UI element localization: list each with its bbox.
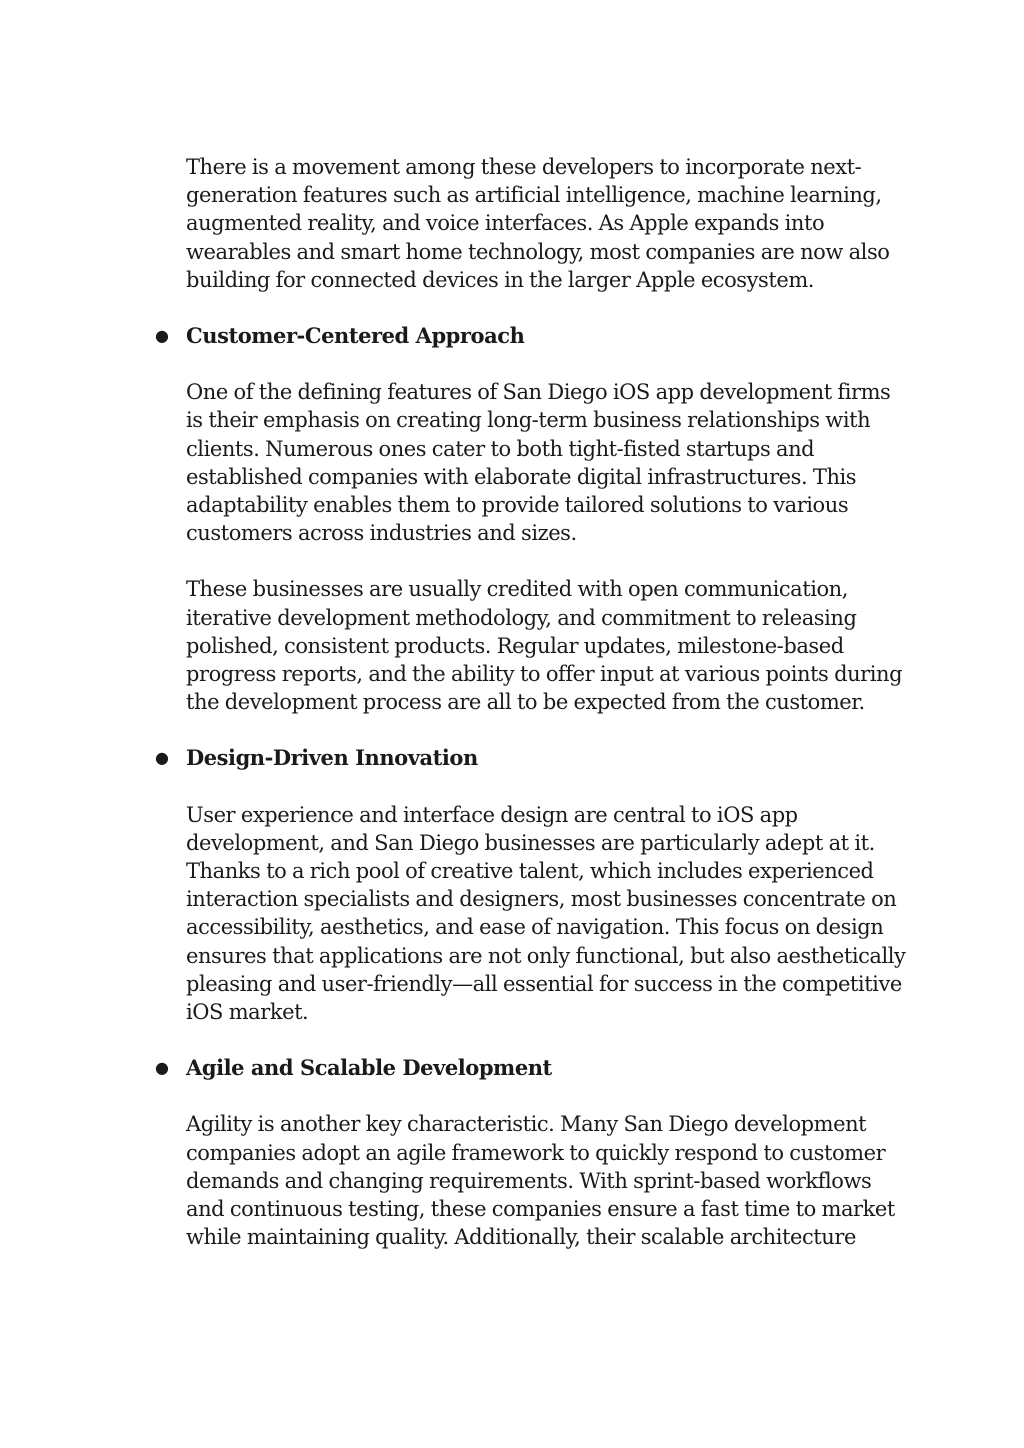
section-heading xyxy=(155,744,906,772)
section-heading-text: Agile and Scalable Development xyxy=(186,1055,552,1081)
section-paragraph: One of the defining features of San Diego iOS app development firms is their emphasis on creating long-term business relationships with clients. Numerous ones cater to both tight-fisted startups and established companies with elaborate digital infrastructures. This adaptability enables them to provide tailored solutions to various customers across industries and sizes. xyxy=(186,380,891,546)
section-heading-text: Design-Driven Innovation xyxy=(186,745,478,771)
section-design-driven-innovation xyxy=(155,744,906,1054)
section-customer-centered-approach xyxy=(155,322,906,744)
section-heading xyxy=(155,322,906,350)
section-agile-and-scalable-development xyxy=(155,1054,906,1251)
intro-paragraph: There is a movement among these developers to incorporate next-generation features such as artificial intelligence, machine learning, augmented reality, and voice interfaces. As Apple expands into wearables and smart home technology, most companies are now also building for connected devices in the larger Apple ecosystem. xyxy=(186,155,890,292)
spacer xyxy=(186,1082,906,1110)
spacer xyxy=(186,1026,906,1054)
section-heading-text: Customer-Centered Approach xyxy=(186,323,525,349)
document-body xyxy=(155,153,906,1252)
bullet-icon: ● xyxy=(155,326,169,346)
spacer xyxy=(186,773,906,801)
spacer xyxy=(186,716,906,744)
bullet-icon: ● xyxy=(155,748,169,768)
section-heading xyxy=(155,1054,906,1082)
spacer xyxy=(186,547,906,575)
spacer xyxy=(186,350,906,378)
bullet-icon: ● xyxy=(155,1058,169,1078)
section-paragraph: These businesses are usually credited with open communication, iterative development methodology, and commitment to releasing polished, consistent products. Regular updates, milestone-based progress reports, and the ability to offer input at various points during the development process are all to be expected from the customer. xyxy=(186,577,903,715)
spacer xyxy=(186,294,906,322)
section-paragraph: User experience and interface design are central to iOS app development, and San Diego businesses are particularly adept at it. Thanks to a rich pool of creative talent, which includes experienced interaction specialists and designers, most businesses concentrate on accessibility, aesthetics, and ease of navigation. This focus on design ensures that applications are not only functional, but also aesthetically pleasing and user-friendly—all essential for success in the competitive iOS market. xyxy=(186,802,906,1025)
section-paragraph: Agility is another key characteristic. Many San Diego development companies adopt an agile framework to quickly respond to customer demands and changing requirements. With sprint-based workflows and continuous testing, these companies ensure a fast time to market while maintaining quality. Additionally, their scalable architecture xyxy=(186,1112,895,1250)
